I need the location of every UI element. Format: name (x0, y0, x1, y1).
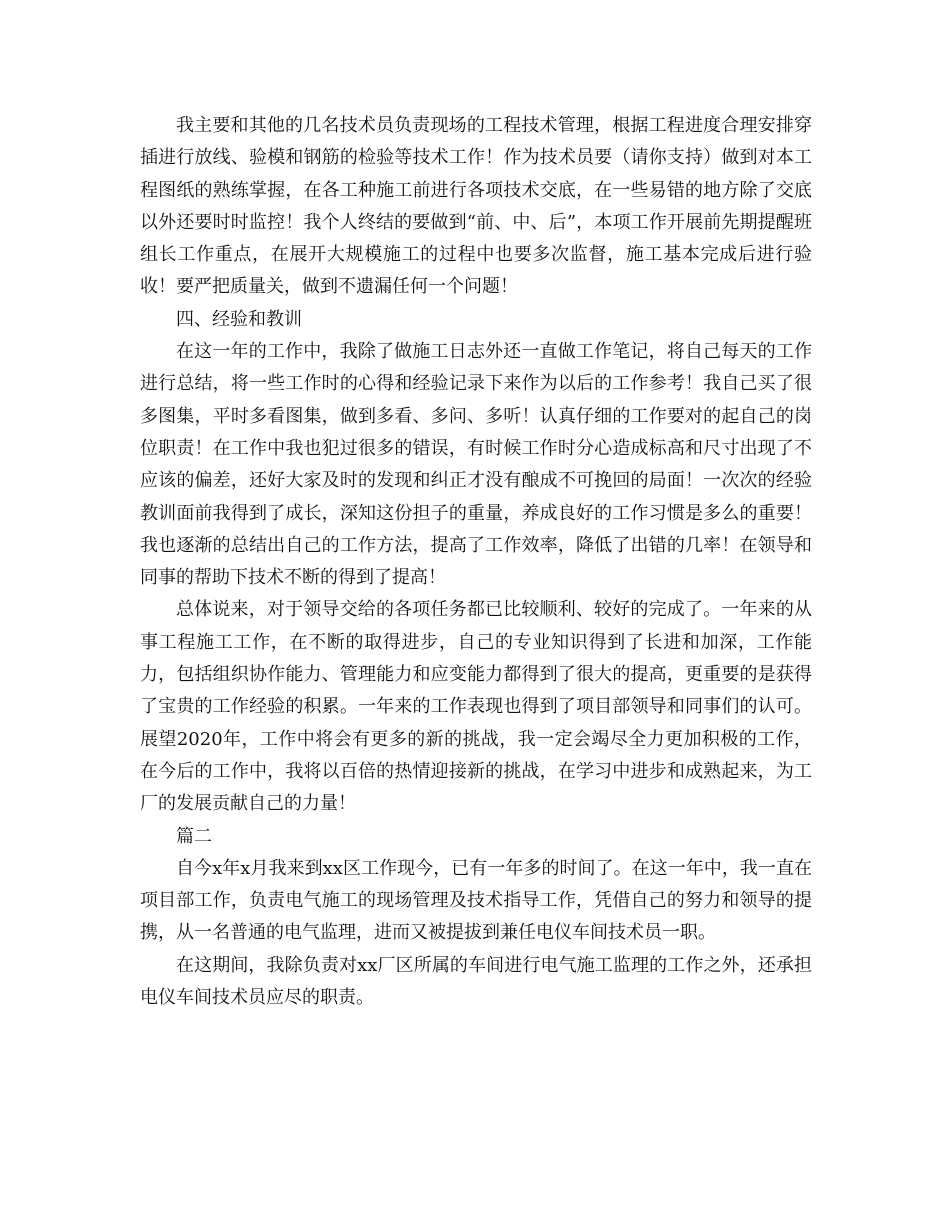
paragraph-part-two-intro: 自今x年x月我来到xx区工作现今，已有一年多的时间了。在这一年中，我一直在项目部工作，负责电气施工的现场管理及技术指导工作，凭借自己的努力和领导的提携，从一名普通的电气监理，进而又被提拔到兼任电仪车间技术员一职。 (140, 857, 812, 944)
document-page (140, 110, 812, 1014)
section-heading-part-two: 篇二 (176, 825, 212, 847)
section-heading-experience: 四、经验和教训 (176, 308, 302, 330)
paragraph-experience-lessons: 在这一年的工作中，我除了做施工日志外还一直做工作笔记，将自己每天的工作进行总结，将一些工作时的心得和经验记录下来作为以后的工作参考！我自己买了很多图集，平时多看图集，做到多看、多问、多听！认真仔细的工作要对的起自己的岗位职责！在工作中我也犯过很多的错误，有时候工作时分心造成标高和尺寸出现了不应该的偏差，还好大家及时的发现和纠正才没有酿成不可挽回的局面！一次次的经验教训面前我得到了成长，深知这份担子的重量，养成良好的工作习惯是多么的重要！我也逐渐的总结出自己的工作方法，提高了工作效率，降低了出错的几率！在领导和同事的帮助下技术不断的得到了提高！ (140, 341, 812, 589)
paragraph-summary: 总体说来，对于领导交给的各项任务都已比较顺利、较好的完成了。一年来的从事工程施工工作，在不断的取得进步，自己的专业知识得到了长进和加深，工作能力，包括组织协作能力、管理能力和应变能力都得到了很大的提高，更重要的是获得了宝贵的工作经验的积累。一年来的工作表现也得到了项目部领导和同事们的认可。展望2020年，工作中将会有更多的新的挑战，我一定会竭尽全力更加积极的工作，在今后的工作中，我将以百倍的热情迎接新的挑战，在学习中进步和成熟起来，为工厂的发展贡献自己的力量！ (140, 599, 812, 815)
paragraph-technical-management: 我主要和其他的几名技术员负责现场的工程技术管理，根据工程进度合理安排穿插进行放线、验模和钢筋的检验等技术工作！作为技术员要（请你支持）做到对本工程图纸的熟练掌握，在各工种施工前进行各项技术交底，在一些易错的地方除了交底以外还要时时监控！我个人终结的要做到“前、中、后”，本项工作开展前先期提醒班组长工作重点，在展开大规模施工的过程中也要多次监督，施工基本完成后进行验收！要严把质量关，做到不遗漏任何一个问题！ (140, 115, 812, 298)
paragraph-part-two-duties: 在这期间，我除负责对xx厂区所属的车间进行电气施工监理的工作之外，还承担电仪车间技术员应尽的职责。 (140, 954, 812, 1009)
